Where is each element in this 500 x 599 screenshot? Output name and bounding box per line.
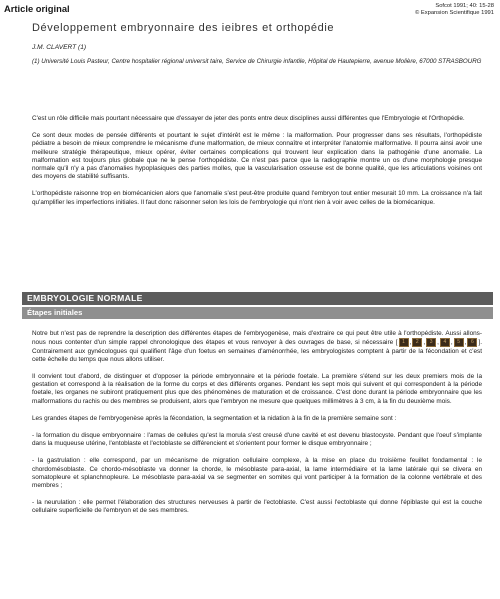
body-paragraph-3: Les grandes étapes de l'embryogenèse après la fécondation, la segmentation et la nidation à la fin de la première semaine sont : xyxy=(32,414,397,422)
author-line: J.M. CLAVERT (1) xyxy=(32,44,87,51)
article-title: Développement embryonnaire des ieibres et orthopédie xyxy=(32,22,335,34)
section-body xyxy=(32,330,482,525)
reference-link-2[interactable]: 2 xyxy=(412,338,422,347)
reference-link-4[interactable]: 4 xyxy=(440,338,450,347)
reference-link-5[interactable]: 5 xyxy=(454,338,464,347)
affiliation: (1) Université Louis Pasteur, Centre hospitalier régional universit taire, Service de Chirurgie infantile, Hôpital de Hautepierre, avenue Molière, 67000 STRASBOURG xyxy=(32,58,482,65)
journal-reference xyxy=(415,3,494,18)
copyright-line: © Expansion Scientifique 1991 xyxy=(414,10,494,17)
reference-link-1[interactable]: 1 xyxy=(399,338,409,347)
body-paragraph-2: Il convient tout d'abord, de distinguer et d'opposer la période embryonnaire et la période foetale. La première s'étend sur les deux premiers mois de la gestation et correspond à la réalisation de la forme du corps et des différents organes. Pendant les sept mois qui suivent et qui correspondent à la période foetale, les organes ne subiront pratiquement plus que des phénomènes de maturation et de croissance. C'est donc durant la période embryonnaire que les malformations du rachis ou des membres se produisent, alors que l'embryon ne mesure que quelques millimètres à 3 cm, à la fin du deuxième mois. xyxy=(32,373,482,405)
body-paragraph-5: - la gastrulation : elle correspond, par un mécanisme de migration cellulaire complexe, à la mise en place du troisième feuillet fondamental : le chordomésoblaste. Ce chordo-mésoblaste va donner la chorde, le mésoblaste para-axial, la lame intermédiaire et la lame latérale qui se clivera en somatopleure et splanchnopleure. Le mésoblaste para-axial va se segmenter en somites qui vont participer à la formation de la colonne vertébrale et des membres ; xyxy=(32,457,482,490)
reference-link-6[interactable]: 6 xyxy=(467,338,477,347)
reference-link-3[interactable]: 3 xyxy=(426,338,436,347)
journal-citation: Sofcot 1991; 40: 15-28 xyxy=(435,3,494,9)
body-paragraph-1-text: Notre but n'est pas de reprendre la description des différentes étapes de l'embryogenèse, mais d'extraire ce qui peut être utile à l'orthopédiste. Aussi allons-nous nous contenter d'un simple rappel chronologique des étapes et vous renvoyer à des ouvrages de base, si nécessaire xyxy=(32,330,482,347)
intro-paragraph-3: L'orthopédiste raisonne trop en biomécanicien alors que l'anomalie s'est peut-être produite quand l'embryon tout entier mesurait 10 mm. La croissance n'a fait qu'amplifier les imperfections initiales. Il faut donc raisonner selon les lois de l'embryologie qui n'ont rien à voir avec celles de la biomécanique. xyxy=(32,190,482,206)
subsection-heading: Étapes initiales xyxy=(22,307,493,319)
section-heading: EMBRYOLOGIE NORMALE xyxy=(22,292,493,305)
intro-paragraph-1: C'est un rôle difficile mais pourtant nécessaire que d'essayer de jeter des ponts entre deux disciplines aussi différentes que l'Embryologie et l'Orthopédie. xyxy=(32,115,465,122)
body-paragraph-6: - la neurulation : elle permet l'élaboration des structures nerveuses à partir de l'ectoblaste. C'est aussi l'ectoblaste qui donne l'épiblaste qui est la couche cellulaire superficielle de l'embryon et de ses membres. xyxy=(32,499,482,515)
body-paragraph-4: - la formation du disque embryonnaire : l'amas de cellules qu'est la morula s'est creusé d'une cavité et est devenu blastocyste. Pendant que l'oeuf s'implante dans la muqueuse utérine, l'entoblaste et l'ectoblaste se différencient et s'orientent pour former le disque embryonnaire ; xyxy=(32,432,482,448)
intro-paragraph-2: Ce sont deux modes de pensée différents et pourtant le sujet d'intérêt est le même : la malformation. Pour progresser dans ses résultats, l'orthopédiste pédiatre a besoin de mieux comprendre le mécanisme d'une malformation, de mieux connaître et interpréter l'anatomie malformative. Il pourra ainsi avoir une meilleure stratégie thérapeutique, mieux opérer, éviter certaines complications qui trouvent leur explication dans la pathogénie d'une anomalie. La malformation est toujours plus globale que ne le pense l'orthopédiste. Ce n'est pas parce que la radiographie montre un os d'une morphologie presque normale qu'il n'y a pas d'anomalies hypoplasiques des parties molles, que la vascularisation osseuse est de bonne qualité, que les articulations voisines ont des moyens de stabilité suffisants. xyxy=(32,132,482,181)
body-paragraph-1: Notre but n'est pas de reprendre la description des différentes étapes de l'embryogenèse, mais d'extraire ce qui peut être utile à l'orthopédiste. Aussi allons-nous nous contenter d'un simple rappel chronologique des étapes et vous renvoyer à des ouvrages de base, si nécessaire [ 1 , 2 , 3 , 4 , 5 , 6 ]. Contrairement aux gynécologues qui qualifient l'âge d'un foetus en semaines d'aménorrhée, les embryologistes comptent à partir de la fécondation et c'est cette échelle du temps que nous allons utiliser. xyxy=(32,330,482,363)
introduction xyxy=(32,115,482,216)
body-paragraph-1-text-end: . Contrairement aux gynécologues qui qualifient l'âge d'un foetus en semaines d'aménorrhée, les embryologistes comptent à partir de la fécondation et c'est cette échelle du temps que nous allons utiliser. xyxy=(32,339,482,363)
article-type-label: Article original xyxy=(4,3,70,14)
